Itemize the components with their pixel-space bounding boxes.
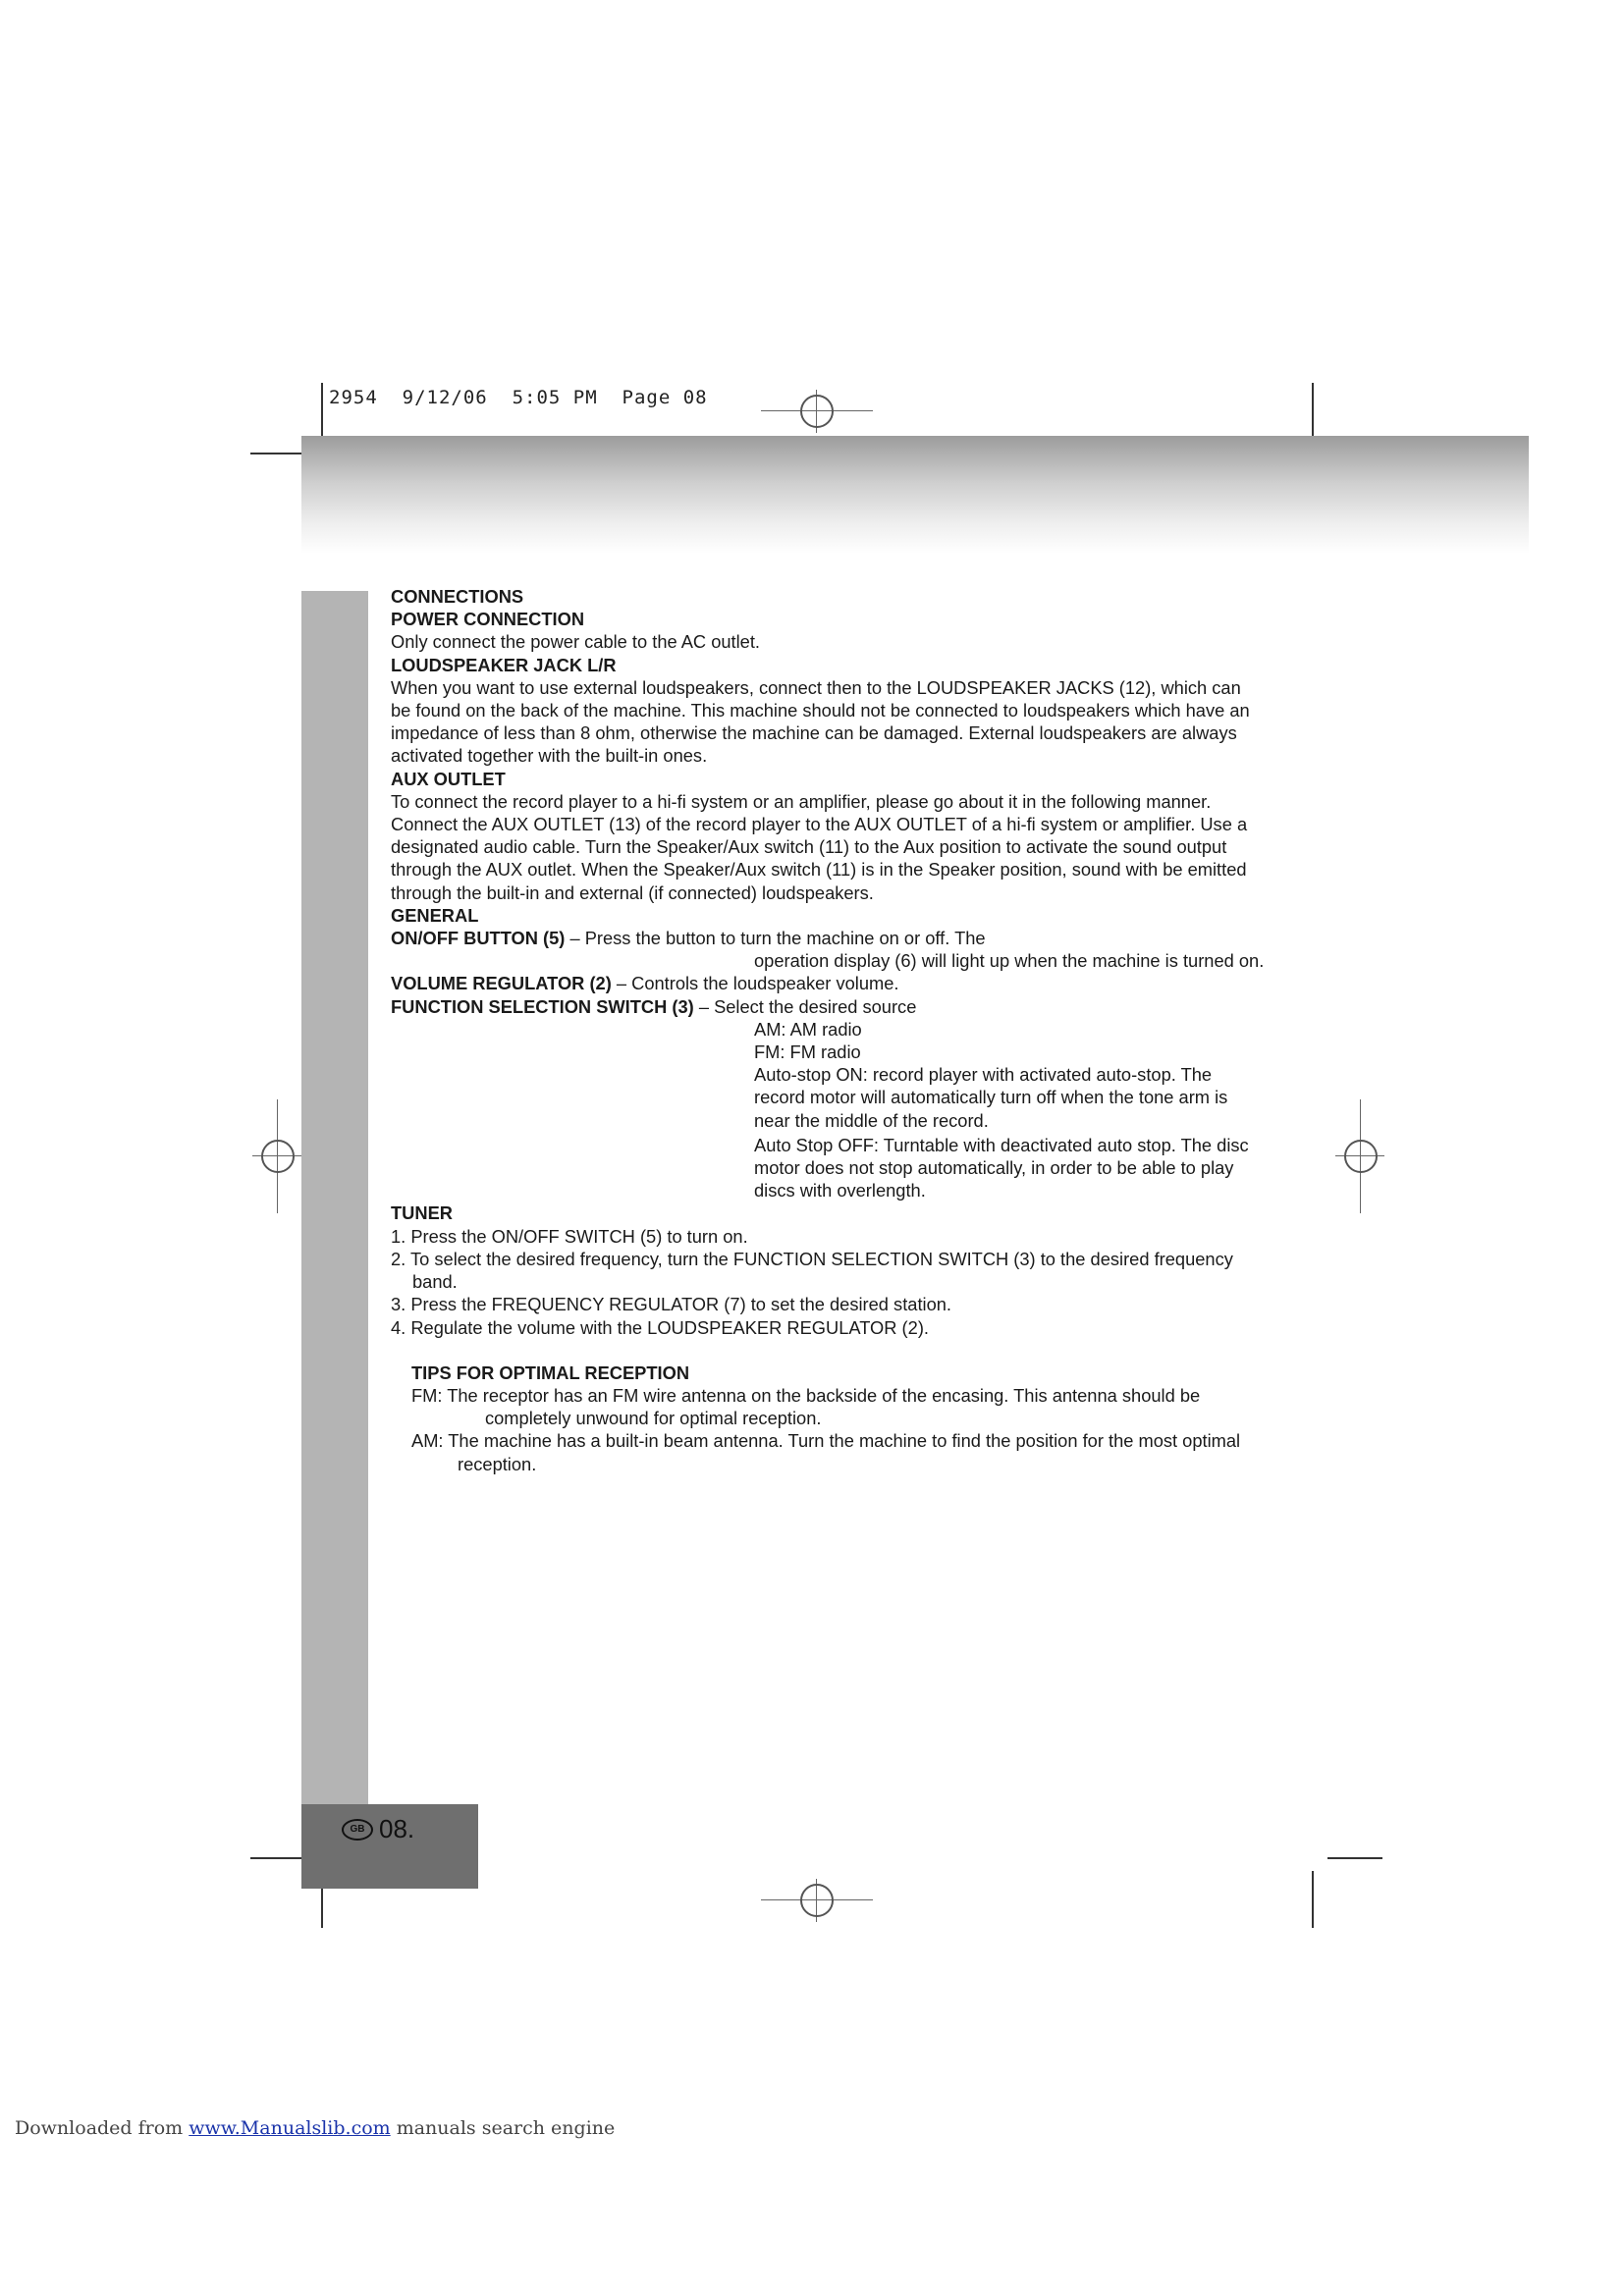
crop-mark [1327,1857,1382,1859]
print-header: 2954 9/12/06 5:05 PM Page 08 [329,387,708,408]
header-gradient-band [301,436,1529,554]
footer-suffix: manuals search engine [390,2117,616,2139]
loudspeaker-heading: LOUDSPEAKER JACK L/R [391,654,617,675]
tips-fm: FM: The receptor has an FM wire antenna on the backside of the encasing. This antenna should be completely unwound for optimal reception. [411,1384,1201,1429]
volume-text: – Controls the loudspeaker volume. [611,973,899,994]
tuner-heading: TUNER [391,1202,453,1224]
onoff-label: ON/OFF BUTTON (5) [391,928,566,949]
crop-mark [1312,1871,1314,1928]
registration-mark-top [761,390,873,433]
tuner-step: 2. To select the desired frequency, turn the FUNCTION SELECTION SWITCH (3) to the desired frequency band. [391,1248,1233,1293]
function-option: AM: AM radio [754,1018,862,1040]
manual-content [391,585,1265,1475]
tuner-step: 4. Regulate the volume with the LOUDSPEAKER REGULATOR (2). [391,1316,929,1338]
page-number-text: 08. [379,1814,415,1843]
tips-am: AM: The machine has a built-in beam antenna. Turn the machine to find the position for the most optimal reception. [411,1430,1241,1474]
power-heading: POWER CONNECTION [391,609,585,630]
general-heading: GENERAL [391,904,479,926]
page-number [342,1814,414,1844]
download-footer [15,2117,615,2139]
onoff-text: – Press the button to turn the machine on or off. The [565,928,986,949]
crop-mark [321,383,323,440]
crop-mark [250,1857,305,1859]
manualslib-link[interactable]: www.Manualslib.com [189,2117,391,2139]
crop-mark [250,453,305,454]
function-option: Auto Stop OFF: Turntable with deactivated auto stop. The disc motor does not stop automatically, in order to be able to play discs with overlength. [754,1134,1249,1201]
connections-heading: CONNECTIONS [391,586,524,607]
function-line [391,995,1265,1018]
onoff-continuation: operation display (6) will light up when the machine is turned on. [754,950,1265,972]
registration-mark-right [1335,1099,1384,1213]
tuner-steps [391,1225,1265,1339]
crop-mark [1312,383,1314,440]
aux-heading: AUX OUTLET [391,768,506,789]
function-option: Auto-stop ON: record player with activated auto-stop. The record motor will automatically turn off when the tone arm is near the middle of the record. [754,1064,1228,1131]
tips-heading: TIPS FOR OPTIMAL RECEPTION [411,1362,690,1383]
tuner-step: 1. Press the ON/OFF SWITCH (5) to turn on. [391,1225,748,1247]
tips-block [411,1362,1265,1475]
onoff-line [391,927,1265,949]
registration-mark-left [252,1099,301,1213]
volume-line [391,972,1265,994]
footer-prefix: Downloaded from [15,2117,189,2139]
side-bar [301,591,368,1804]
registration-mark-bottom [761,1879,873,1922]
gb-language-icon: GB [342,1819,373,1841]
function-label: FUNCTION SELECTION SWITCH (3) [391,995,694,1017]
volume-label: VOLUME REGULATOR (2) [391,973,612,994]
function-option: FM: FM radio [754,1041,861,1063]
aux-text: To connect the record player to a hi-fi system or an amplifier, please go about it in the following manner. Connect the AUX OUTLET (13) of the record player to the AUX OUTLET of a hi-fi system or amplifier. Use a designated audio cable. Turn the Speaker/Aux switch (11) to the Aux position to activate the sound output through the AUX outlet. When the Speaker/Aux switch (11) is in the Speaker position, sound with be emitted through the built-in and external (if connected) loudspeakers. [391,790,1248,903]
power-text: Only connect the power cable to the AC outlet. [391,631,761,653]
tuner-step: 3. Press the FREQUENCY REGULATOR (7) to set the desired station. [391,1294,951,1315]
function-text: – Select the desired source [693,995,917,1017]
loudspeaker-text: When you want to use external loudspeakers, connect then to the LOUDSPEAKER JACKS (12), which can be found on the back of the machine. This machine should not be connected to loudspeakers which have an impedance of less than 8 ohm, otherwise the machine can be damaged. External loudspeakers are always activated together with the built-in ones. [391,676,1250,767]
